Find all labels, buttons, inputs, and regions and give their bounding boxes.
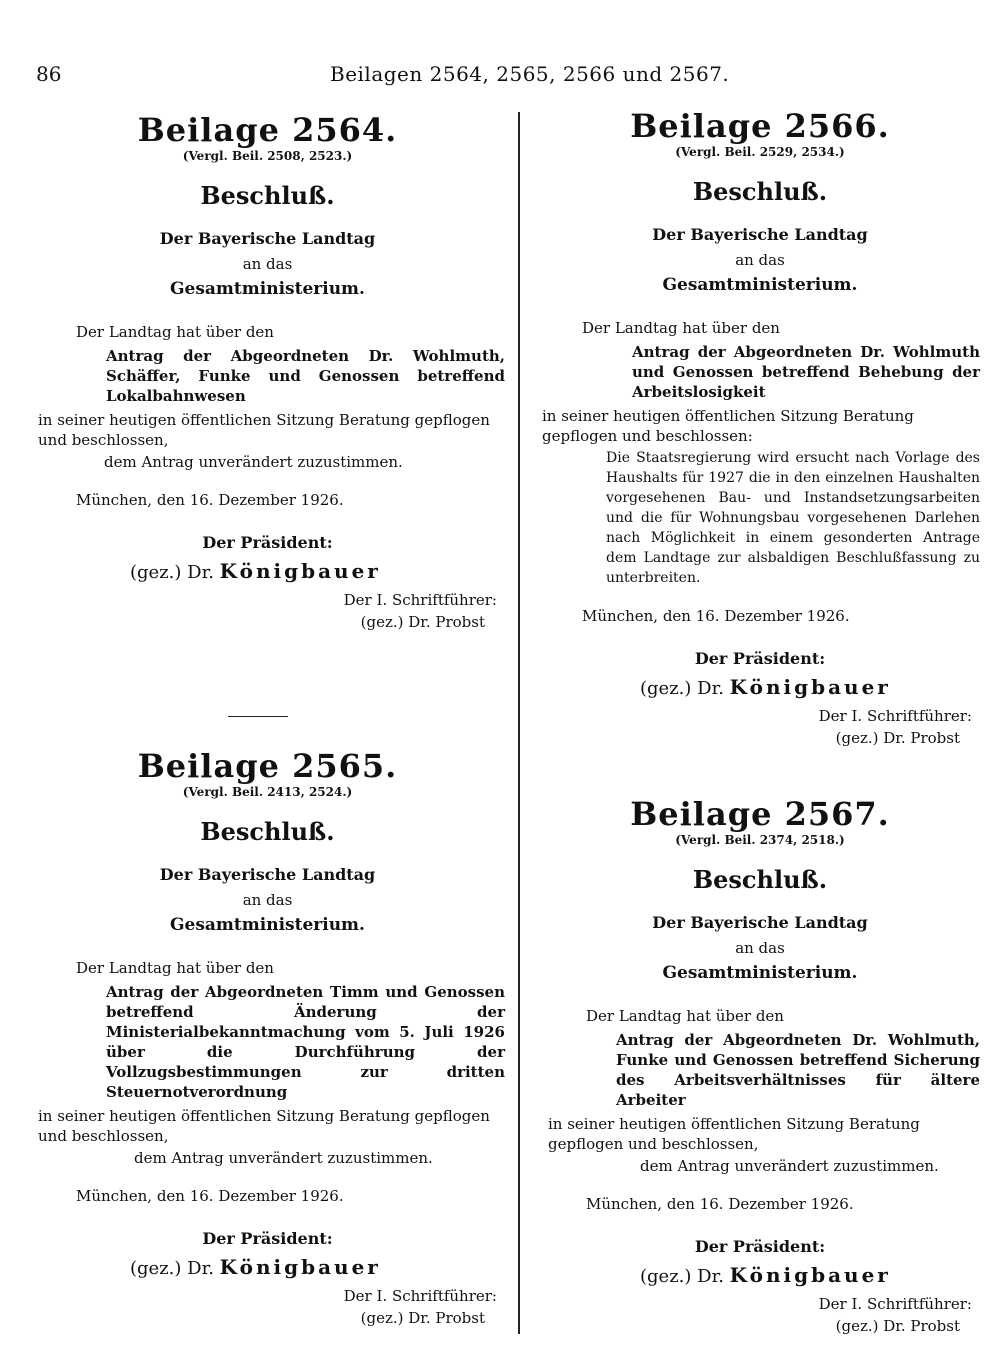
resolution-text: dem Antrag unverändert zuzustimmen. xyxy=(104,453,403,471)
recipient: Gesamtministerium. xyxy=(170,915,365,935)
intro-text: Der Landtag hat über den xyxy=(76,959,274,977)
resolution-text: Die Staatsregierung wird ersucht nach Vorlage des Haushalts für 1927 die in den einzelnen Haushalten vorgesehenen Bau- und Instandsetzungsarbeiten und die für Wohnungsbau vorgesehenen Darlehen nach Möglichkeit in einem gesonderten Antrage dem Landtage zur alsbaldigen Beschlußfassung zu unterbreiten. xyxy=(606,450,980,586)
intro-text: Der Landtag hat über den xyxy=(76,323,274,341)
address-connector: an das xyxy=(242,891,293,909)
motion-text: Antrag der Abgeordneten Dr. Wohlmuth und Genossen betreffend Behebung der Arbeitslosigkeit xyxy=(632,343,980,401)
deliberation-text: in seiner heutigen öffentlichen Sitzung Beratung gepflogen und beschlossen, xyxy=(38,1107,490,1145)
section-title: Beilage 2567. xyxy=(630,795,890,833)
address-connector: an das xyxy=(735,251,785,269)
section-title: Beilage 2564. xyxy=(137,111,398,149)
section-reference: (Vergl. Beil. 2529, 2534.) xyxy=(675,145,845,159)
recipient: Gesamtministerium. xyxy=(662,275,858,295)
date-line: München, den 16. Dezember 1926. xyxy=(586,1195,854,1213)
section-beilage-2565 xyxy=(30,748,505,1328)
date-line: München, den 16. Dezember 1926. xyxy=(76,491,344,509)
section-reference: (Vergl. Beil. 2413, 2524.) xyxy=(182,785,353,799)
resolution-heading: Beschluß. xyxy=(692,865,828,894)
section-beilage-2567 xyxy=(540,796,980,1336)
resolution-text: dem Antrag unverändert zuzustimmen. xyxy=(134,1149,433,1167)
issuer: Der Bayerische Landtag xyxy=(652,225,868,244)
president-title: Der Präsident: xyxy=(202,533,333,552)
resolution-heading: Beschluß. xyxy=(200,181,335,210)
section-reference: (Vergl. Beil. 2508, 2523.) xyxy=(182,149,353,163)
secretary-signature: (gez.) Dr. Probst xyxy=(360,1309,485,1327)
page-number: 86 xyxy=(36,62,62,86)
secretary-title: Der I. Schriftführer: xyxy=(343,1287,497,1305)
deliberation-text: in seiner heutigen öffentlichen Sitzung Beratung gepflogen und beschlossen, xyxy=(548,1115,920,1153)
resolution-text: dem Antrag unverändert zuzustimmen. xyxy=(640,1157,939,1175)
motion-text: Antrag der Abgeordneten Timm und Genossen betreffend Änderung der Ministerialbekanntmachung vom 5. Juli 1926 über die Durchführung der Vollzugsbestimmungen zur dritten Steuernotverordnung xyxy=(106,983,505,1101)
motion-text: Antrag der Abgeordneten Dr. Wohlmuth, Schäffer, Funke und Genossen betreffend Lokalbahnwesen xyxy=(106,347,505,405)
president-title: Der Präsident: xyxy=(202,1229,333,1248)
section-beilage-2566 xyxy=(540,108,980,748)
section-title: Beilage 2566. xyxy=(630,107,890,145)
section-reference: (Vergl. Beil. 2374, 2518.) xyxy=(675,833,845,847)
secretary-signature: (gez.) Dr. Probst xyxy=(360,613,485,631)
address-connector: an das xyxy=(735,939,785,957)
president-title: Der Präsident: xyxy=(694,649,826,668)
recipient: Gesamtministerium. xyxy=(662,963,858,983)
date-line: München, den 16. Dezember 1926. xyxy=(582,607,850,625)
intro-text: Der Landtag hat über den xyxy=(586,1007,784,1025)
issuer: Der Bayerische Landtag xyxy=(652,913,868,932)
address-connector: an das xyxy=(242,255,293,273)
president-title: Der Präsident: xyxy=(694,1237,826,1256)
president-signature: (gez.) Dr. Königbauer xyxy=(130,1255,381,1279)
intro-text: Der Landtag hat über den xyxy=(582,319,780,337)
secretary-title: Der I. Schriftführer: xyxy=(818,1295,972,1313)
president-signature: (gez.) Dr. Königbauer xyxy=(640,675,891,699)
president-signature: (gez.) Dr. Königbauer xyxy=(640,1263,891,1287)
motion-text: Antrag der Abgeordneten Dr. Wohlmuth, Funke und Genossen betreffend Sicherung des Arbeitsverhältnisses für ältere Arbeiter xyxy=(616,1031,980,1109)
column-divider xyxy=(518,112,520,1334)
section-separator xyxy=(228,716,288,717)
secretary-title: Der I. Schriftführer: xyxy=(343,591,497,609)
date-line: München, den 16. Dezember 1926. xyxy=(76,1187,344,1205)
running-title: Beilagen 2564, 2565, 2566 und 2567. xyxy=(330,62,730,86)
issuer: Der Bayerische Landtag xyxy=(159,229,376,248)
resolution-heading: Beschluß. xyxy=(200,817,335,846)
secretary-signature: (gez.) Dr. Probst xyxy=(835,729,960,747)
secretary-signature: (gez.) Dr. Probst xyxy=(835,1317,960,1335)
issuer: Der Bayerische Landtag xyxy=(159,865,376,884)
president-signature: (gez.) Dr. Königbauer xyxy=(130,559,381,583)
deliberation-text: in seiner heutigen öffentlichen Sitzung Beratung gepflogen und beschlossen, xyxy=(38,411,490,449)
section-title: Beilage 2565. xyxy=(137,747,398,785)
resolution-heading: Beschluß. xyxy=(692,177,828,206)
recipient: Gesamtministerium. xyxy=(170,279,365,299)
secretary-title: Der I. Schriftführer: xyxy=(818,707,972,725)
deliberation-text: in seiner heutigen öffentlichen Sitzung Beratung gepflogen und beschlossen: xyxy=(542,407,914,445)
section-beilage-2564 xyxy=(30,112,505,632)
